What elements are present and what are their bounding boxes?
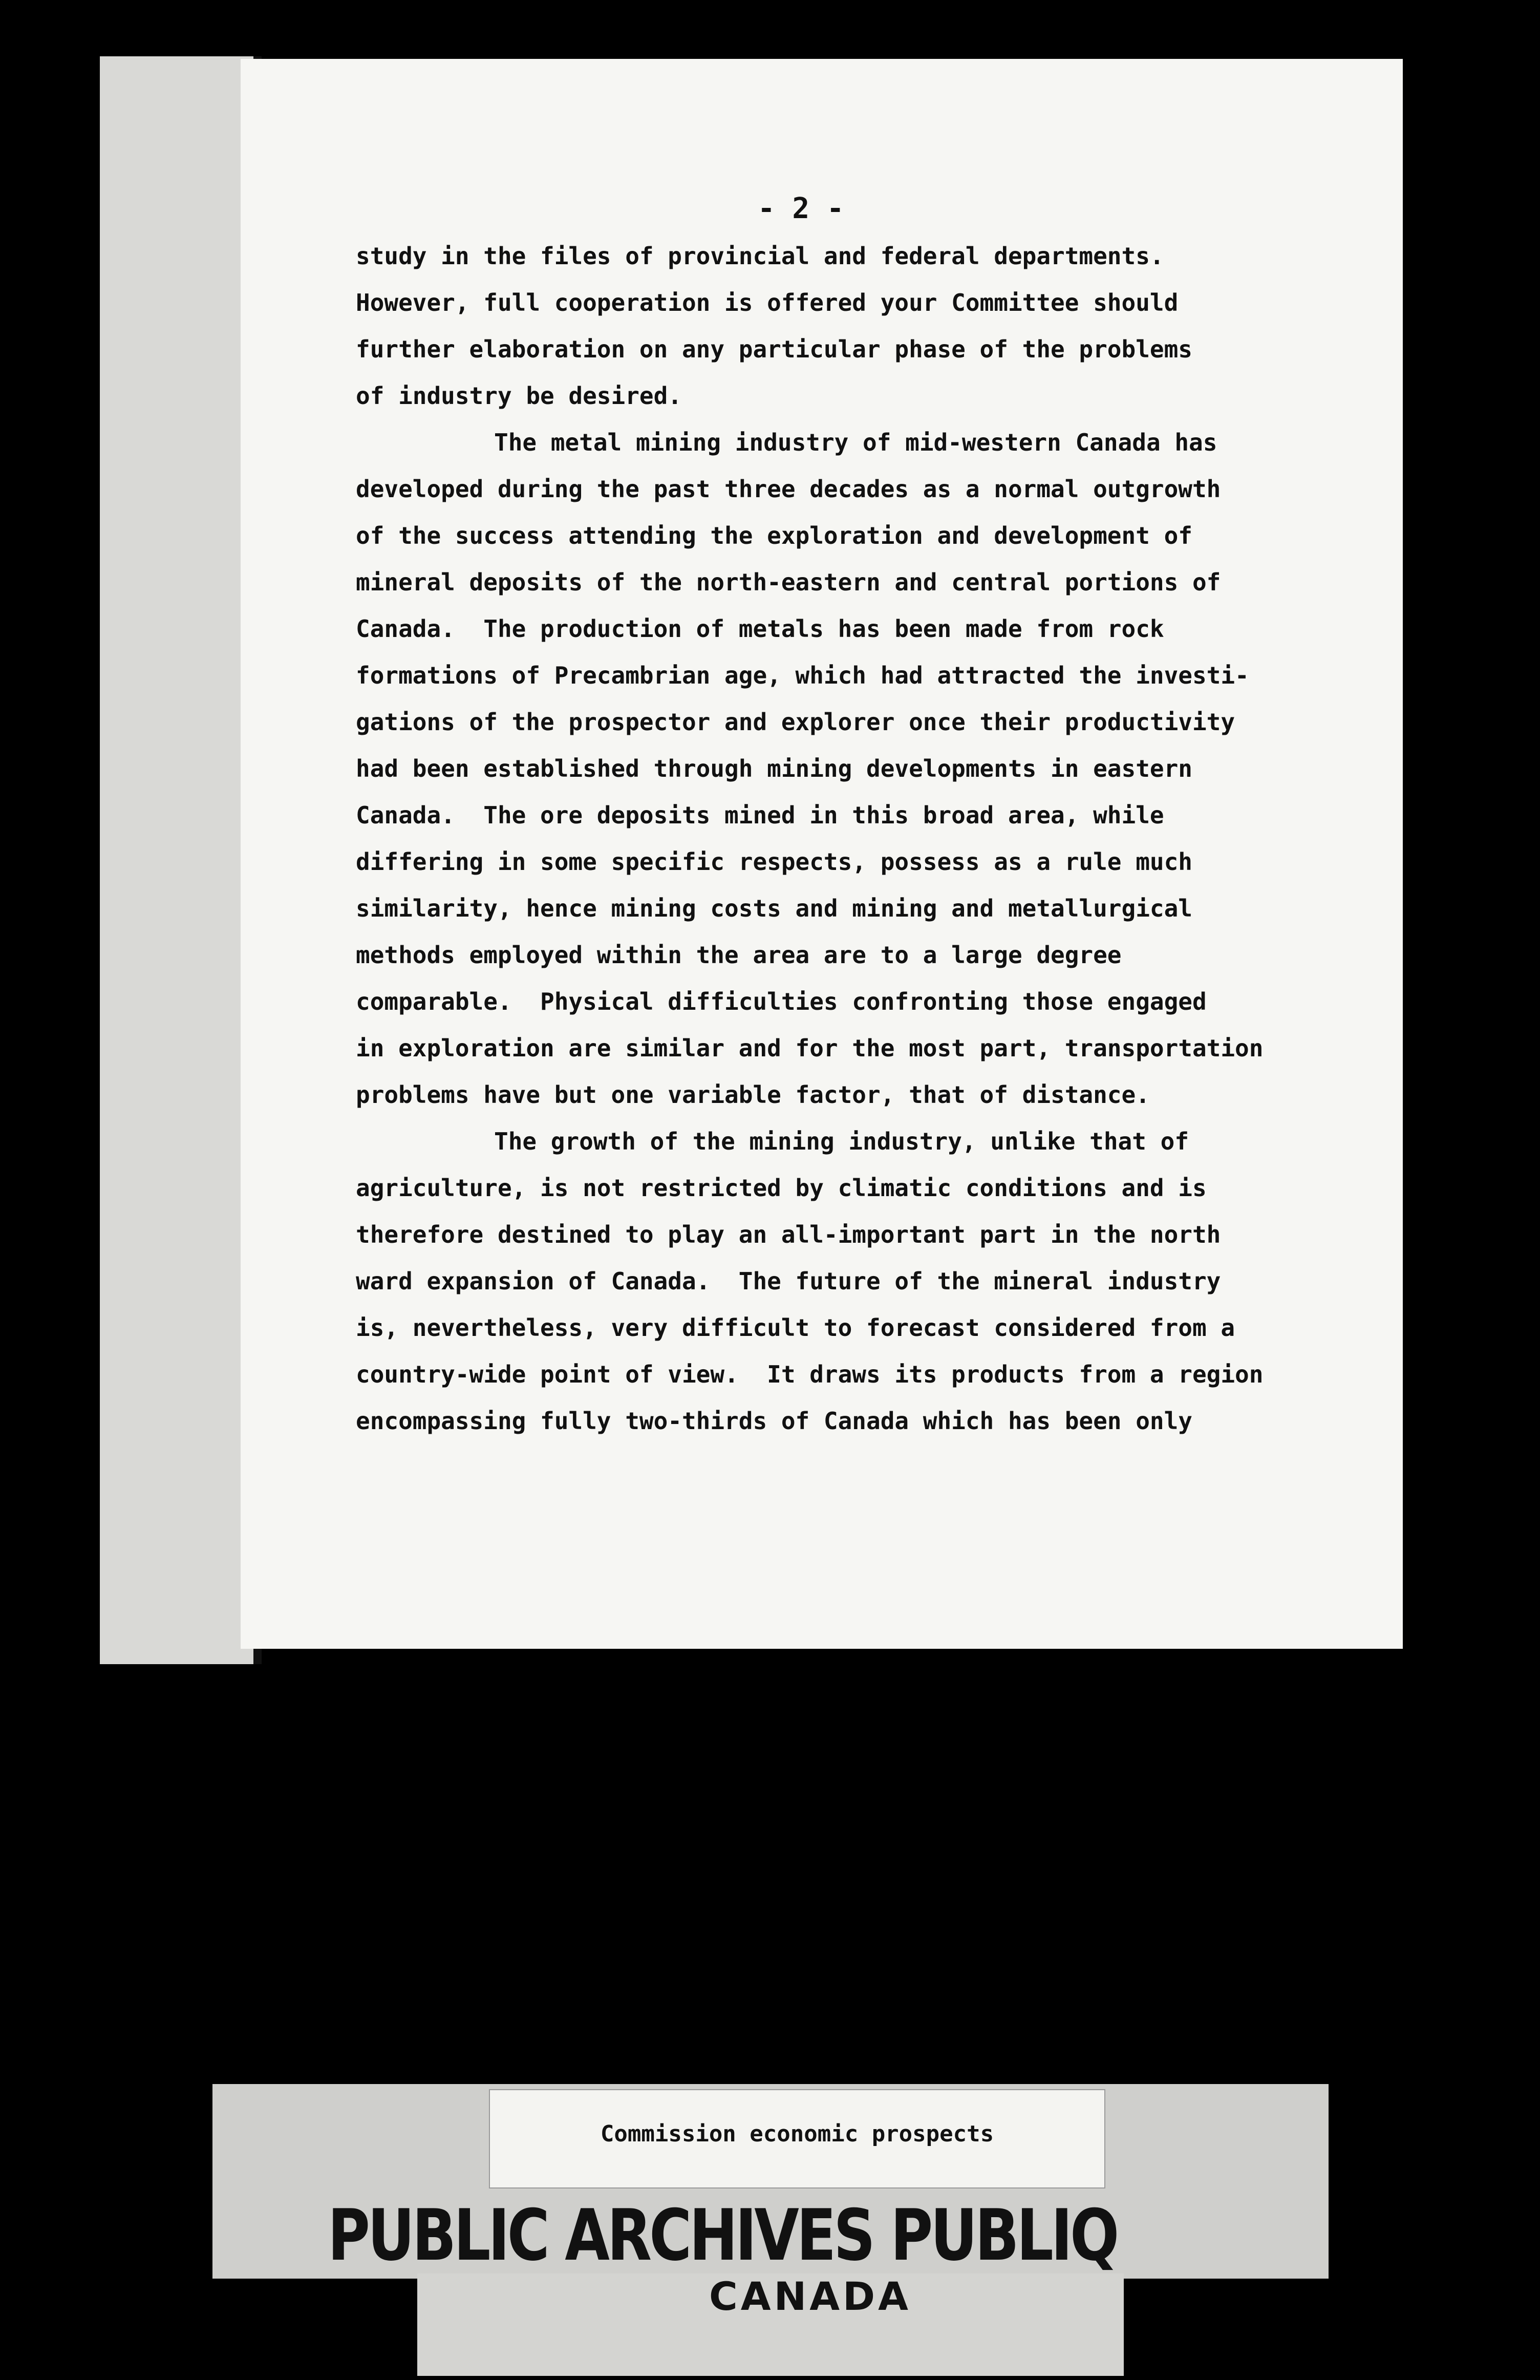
body-text <box>356 233 1370 1444</box>
text-line: in exploration are similar and for the most part, transportation <box>356 1034 1264 1062</box>
text-line: study in the files of provincial and federal departments. <box>356 242 1164 270</box>
text-line: developed during the past three decades as a normal outgrowth <box>356 475 1221 503</box>
text-line: of industry be desired. <box>356 382 682 410</box>
text-line: encompassing fully two-thirds of Canada which has been only <box>356 1407 1192 1435</box>
text-line: Canada. The ore deposits mined in this broad area, while <box>356 801 1164 829</box>
text-line: differing in some specific respects, possess as a rule much <box>356 848 1192 876</box>
text-line: ward expansion of Canada. The future of the mineral industry <box>356 1267 1221 1295</box>
text-line: agriculture, is not restricted by climatic conditions and is <box>356 1174 1207 1202</box>
text-line: Canada. The production of metals has been made from rock <box>356 615 1164 643</box>
archive-stamp-title: PUBLIC ARCHIVES PUBLIQ <box>328 2194 1117 2277</box>
text-line: formations of Precambrian age, which had attracted the investi- <box>356 662 1249 689</box>
text-line: of the success attending the exploration and development of <box>356 522 1192 549</box>
text-line: comparable. Physical difficulties confronting those engaged <box>356 988 1207 1015</box>
text-line: therefore destined to play an all-important part in the north <box>356 1221 1221 1248</box>
document-page <box>241 59 1403 1649</box>
text-line: country-wide point of view. It draws its products from a region <box>356 1361 1264 1388</box>
page-number: - 2 - <box>758 192 844 225</box>
text-line: The metal mining industry of mid-western Canada has <box>494 429 1217 456</box>
text-line: methods employed within the area are to a large degree <box>356 941 1122 969</box>
text-line: further elaboration on any particular phase of the problems <box>356 335 1192 363</box>
text-line: The growth of the mining industry, unlike that of <box>494 1128 1189 1155</box>
text-line: is, nevertheless, very difficult to forecast considered from a <box>356 1314 1235 1342</box>
archive-label-slip <box>489 2089 1105 2188</box>
archive-stamp-subtitle: CANADA <box>709 2273 911 2319</box>
text-line: had been established through mining developments in eastern <box>356 755 1192 782</box>
previous-page-edge <box>100 56 262 1664</box>
text-line: mineral deposits of the north-eastern and central portions of <box>356 568 1221 596</box>
text-line: gations of the prospector and explorer once their productivity <box>356 708 1235 736</box>
text-line: problems have but one variable factor, that of distance. <box>356 1081 1150 1109</box>
text-line: similarity, hence mining costs and mining and metallurgical <box>356 895 1192 922</box>
text-line: However, full cooperation is offered your Committee should <box>356 289 1179 316</box>
archive-label-text: Commission economic prospects <box>600 2121 994 2147</box>
